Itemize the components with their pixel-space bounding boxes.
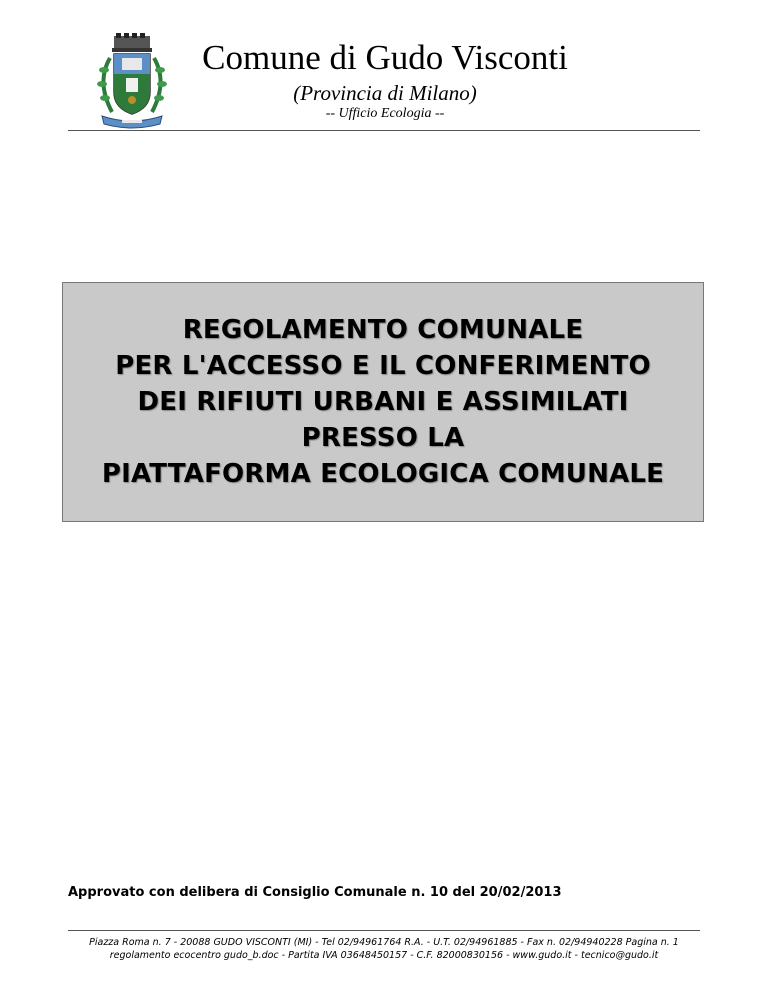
- document-title-line: PER L'ACCESSO E IL CONFERIMENTO: [115, 351, 651, 381]
- page-footer: [60, 936, 708, 962]
- approval-statement: Approvato con delibera di Consiglio Comunale n. 10 del 20/02/2013: [68, 885, 562, 900]
- document-title-line: PIATTAFORMA ECOLOGICA COMUNALE: [101, 459, 665, 489]
- office-name: -- Ufficio Ecologia --: [325, 106, 445, 121]
- header-divider: [68, 130, 700, 131]
- footer-divider: [68, 930, 700, 931]
- document-title-line: REGOLAMENTO COMUNALE: [182, 315, 584, 345]
- document-title-line: DEI RIFIUTI URBANI E ASSIMILATI: [137, 387, 629, 417]
- province-name: (Provincia di Milano): [293, 81, 477, 105]
- municipal-coat-of-arms-icon: [88, 32, 176, 132]
- footer-file-line: regolamento ecocentro gudo_b.doc - Partita IVA 03648450157 - C.F. 82000830156 - www.gudo.it - tecnico@gudo.it: [109, 950, 659, 961]
- document-title-box: [62, 282, 704, 522]
- footer-address-line: Piazza Roma n. 7 - 20088 GUDO VISCONTI (MI) - Tel 02/94961764 R.A. - U.T. 02/94961885 - Fax n. 02/94940228 Pagina n. 1: [89, 937, 679, 948]
- municipality-name: Comune di Gudo Visconti: [202, 38, 568, 77]
- document-title-line: PRESSO LA: [301, 423, 465, 453]
